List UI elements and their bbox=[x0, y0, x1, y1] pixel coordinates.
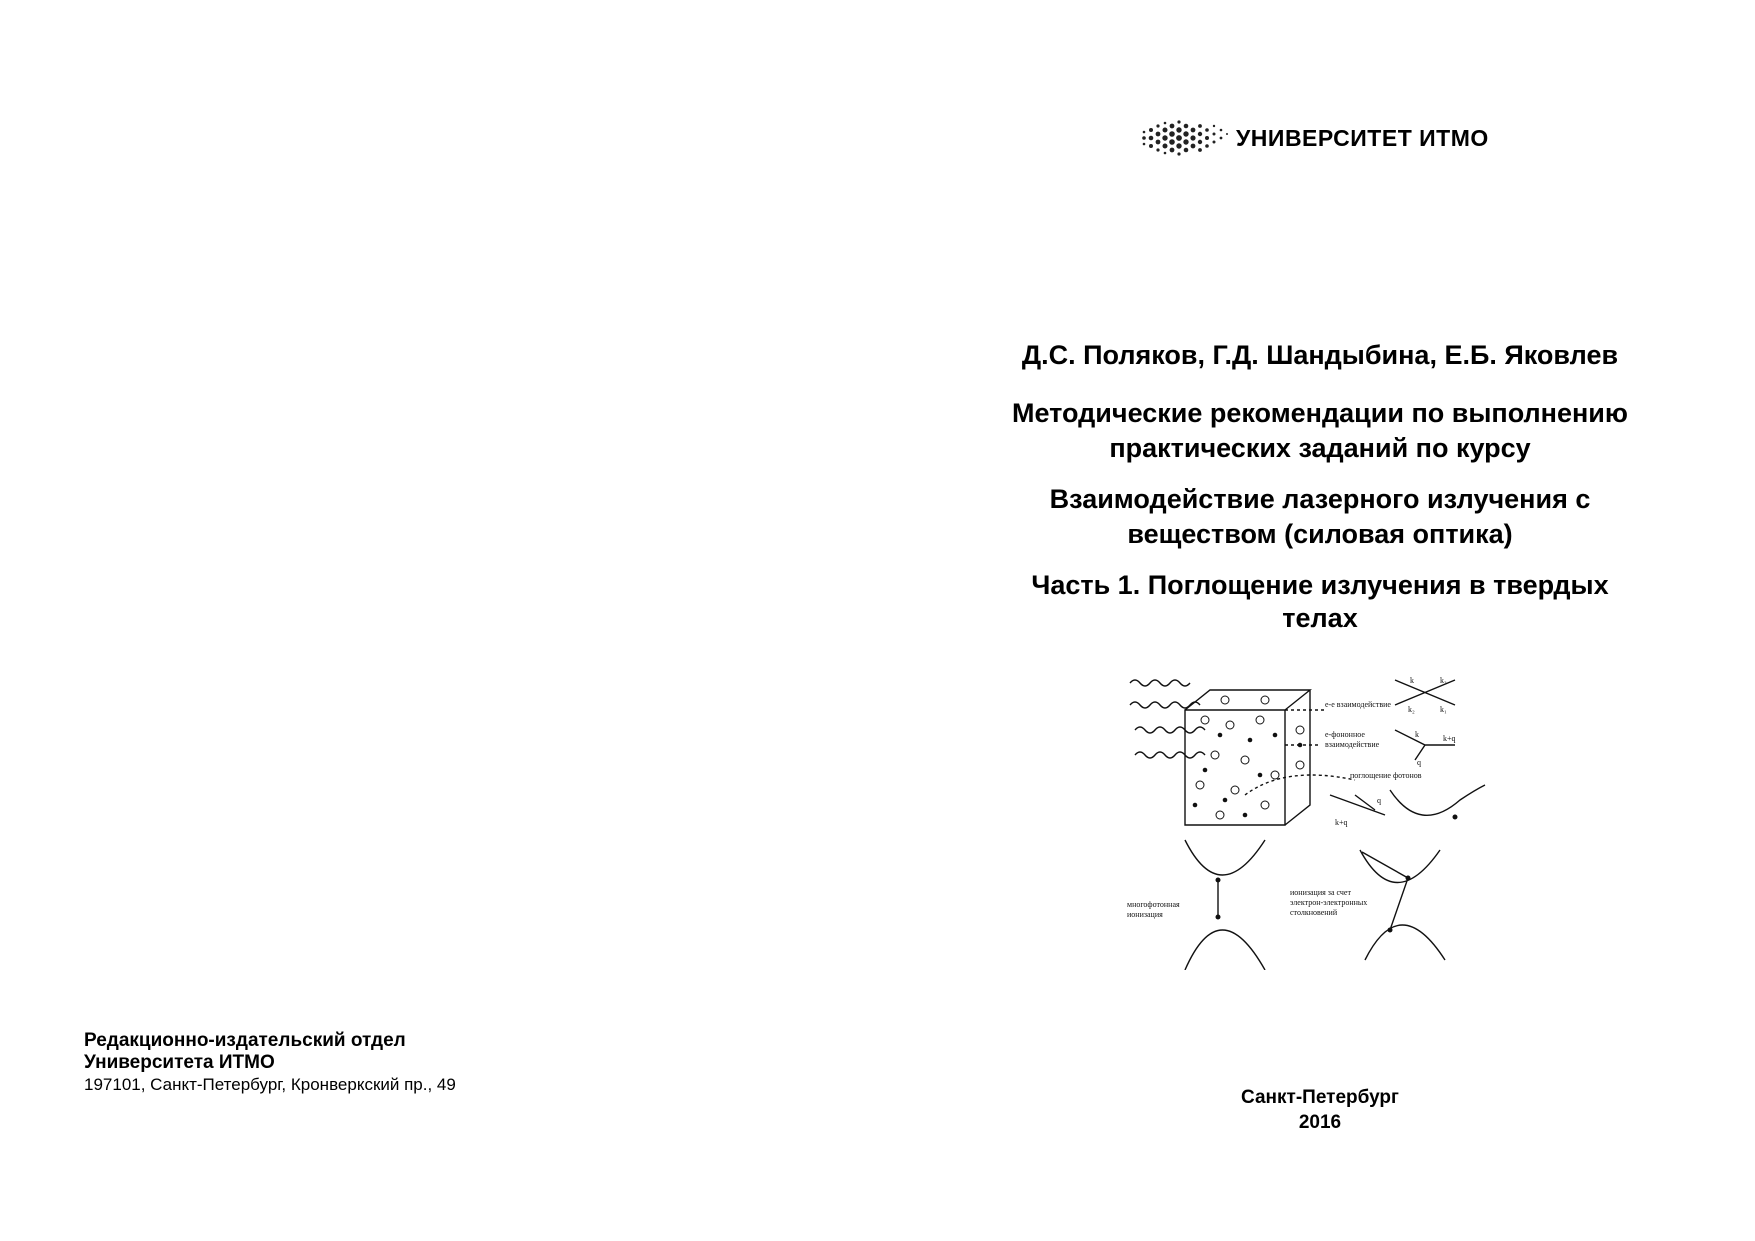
title-line-3: Взаимодействие лазерного излучения с bbox=[1049, 484, 1591, 514]
logo-text: УНИВЕРСИТЕТ ИТМО bbox=[1236, 124, 1489, 151]
publisher-line-2: Университета ИТМО bbox=[84, 1052, 275, 1073]
label-kq: k+q bbox=[1443, 734, 1456, 743]
publisher-line-1: Редакционно-издательский отдел bbox=[84, 1030, 406, 1051]
authors: Д.С. Поляков, Г.Д. Шандыбина, Е.Б. Яковлев bbox=[1021, 340, 1619, 370]
city: Санкт-Петербург bbox=[1241, 1087, 1399, 1108]
label-kq-2: k+q bbox=[1335, 818, 1348, 827]
band-diagram-right bbox=[1360, 850, 1445, 960]
connector-line bbox=[1245, 710, 1355, 795]
label-collision-3: столкновений bbox=[1290, 908, 1338, 917]
label-q-2: q bbox=[1377, 796, 1381, 805]
title-line-4: веществом (силовая оптика) bbox=[1127, 519, 1513, 549]
cover-illustration bbox=[1125, 675, 1525, 970]
imprint bbox=[960, 1085, 1680, 1135]
university-logo bbox=[1140, 118, 1520, 158]
label-multiphoton-2: ионизация bbox=[1127, 910, 1163, 919]
title-line-6: телах bbox=[1282, 603, 1358, 633]
label-k: k bbox=[1410, 676, 1414, 685]
title-line-1: Методические рекомендации по выполнению bbox=[1012, 398, 1628, 428]
label-ephonon-1: e-фононное bbox=[1325, 730, 1365, 739]
label-multiphoton-1: многофотонная bbox=[1127, 900, 1180, 909]
publisher-block bbox=[84, 1030, 456, 1096]
label-k-2: k bbox=[1415, 730, 1419, 739]
label-ephonon-2: взаимодействие bbox=[1325, 740, 1380, 749]
label-q: q bbox=[1417, 758, 1421, 767]
label-ee: e-e взаимодействие bbox=[1325, 700, 1391, 709]
band-curve-1 bbox=[1390, 785, 1485, 815]
title-course bbox=[960, 482, 1680, 552]
photon-wave-3 bbox=[1135, 727, 1205, 733]
photon-wave-4 bbox=[1135, 752, 1205, 758]
year: 2016 bbox=[1298, 1112, 1342, 1133]
label-photon-abs: поглощение фотонов bbox=[1350, 771, 1422, 780]
label-collision-1: ионизация за счет bbox=[1290, 888, 1351, 897]
title-methodical bbox=[960, 396, 1680, 466]
title-part bbox=[960, 569, 1680, 635]
label-k3: k₃ bbox=[1440, 676, 1447, 685]
label-k1: k₁ bbox=[1440, 705, 1447, 714]
label-collision-2: электрон-электронных bbox=[1290, 898, 1368, 907]
itmo-dots-icon bbox=[1140, 118, 1230, 158]
band-diagram-left bbox=[1185, 840, 1265, 970]
photon-wave-1 bbox=[1130, 680, 1190, 686]
title-line-5: Часть 1. Поглощение излучения в твердых bbox=[1031, 570, 1609, 600]
publisher-address: 197101, Санкт-Петербург, Кронверкский пр., 49 bbox=[84, 1075, 456, 1094]
label-k2: k₂ bbox=[1408, 705, 1415, 714]
title-line-2: практических заданий по курсу bbox=[1109, 433, 1531, 463]
